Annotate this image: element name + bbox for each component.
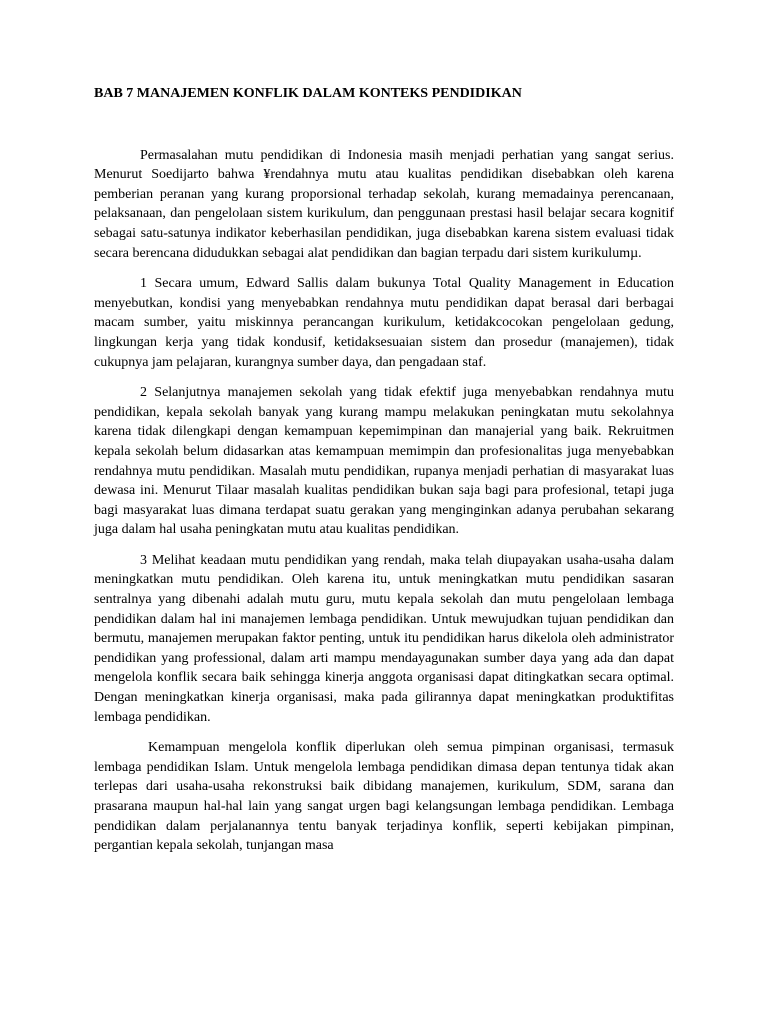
paragraph-5: Kemampuan mengelola konflik diperlukan oleh semua pimpinan organisasi, termasuk lembaga pendidikan Islam. Untuk mengelola lembaga pendidikan dimasa depan tentunya tidak akan terlepas dari usaha-usaha rekonstruksi baik dibidang manajemen, kurikulum, SDM, sarana dan prasarana maupun hal-hal lain yang sangat urgen bagi kelangsungan lembaga pendidikan. Lembaga pendidikan dalam perjalanannya tentu banyak terjadinya konflik, seperti kebijakan pimpinan, pergantian kepala sekolah, tunjangan masa [94, 740, 674, 854]
chapter-heading: BAB 7 MANAJEMEN KONFLIK DALAM KONTEKS PENDIDIKAN [94, 86, 522, 101]
paragraph-1: Permasalahan mutu pendidikan di Indonesia masih menjadi perhatian yang sangat serius. Menurut Soedijarto bahwa ¥rendahnya mutu atau kualitas pendidikan disebabkan oleh karena pemberian peranan yang kurang proporsional terhadap sekolah, kurang memadainya perencanaan, pelaksanaan, dan pengelolaan sistem kurikulum, dan penggunaan prestasi hasil belajar secara kognitif sebagai satu-satunya indikator keberhasilan pendidikan, juga disebabkan karena sistem evaluasi tidak secara berencana didudukkan sebagai alat pendidikan dan bagian terpadu dari sistem kurikulumµ. [94, 147, 674, 261]
paragraph-3: 2 Selanjutnya manajemen sekolah yang tidak efektif juga menyebabkan rendahnya mutu pendidikan, kepala sekolah banyak yang kurang mampu melakukan peningkatan mutu sekolahnya karena tidak dilengkapi dengan kemampuan kepemimpinan dan manajerial yang baik. Rekruitmen kepala sekolah belum didasarkan atas kemampuan memimpin dan profesionalitas juga menyebabkan rendahnya mutu pendidikan. Masalah mutu pendidikan, rupanya menjadi perhatian di masyarakat luas dewasa ini. Menurut Tilaar masalah kualitas pendidikan bukan saja bagi para profesional, tetapi juga bagi masyarakat luas dimana terdapat suatu gerakan yang menginginkan adanya perubahan sekarang juga dalam hal usaha peningkatan mutu atau kualitas pendidikan. [94, 385, 674, 538]
paragraph-2: 1 Secara umum, Edward Sallis dalam bukunya Total Quality Management in Education menyebutkan, kondisi yang menyebabkan rendahnya mutu pendidikan dapat berasal dari berbagai macam sumber, yaitu miskinnya perancangan kurikulum, ketidakcocokan pengelolaan gedung, lingkungan kerja yang tidak kondusif, ketidaksesuaian sistem dan prosedur (manajemen), tidak cukupnya jam pelajaran, kurangnya sumber daya, dan pengadaan staf. [94, 276, 674, 370]
document-body [94, 84, 674, 867]
paragraph-4: 3 Melihat keadaan mutu pendidikan yang rendah, maka telah diupayakan usaha-usaha dalam meningkatkan mutu pendidikan. Oleh karena itu, untuk meningkatkan mutu pendidikan sasaran sentralnya yang dibenahi adalah mutu guru, mutu kepala sekolah dan mutu pengelolaan lembaga pendidikan dalam hal ini manajemen lembaga pendidikan. Untuk mewujudkan tujuan pendidikan dan bermutu, manajemen merupakan faktor penting, untuk itu pendidikan harus dikelola oleh administrator pendidikan yang professional, dalam arti mampu mendayagunakan sumber daya yang ada dan dapat mengelola konflik secara baik sehingga kinerja anggota organisasi dapat ditingkatkan secara optimal. Dengan meningkatkan kinerja organisasi, maka pada gilirannya dapat meningkatkan produktifitas lembaga pendidikan. [94, 552, 674, 725]
